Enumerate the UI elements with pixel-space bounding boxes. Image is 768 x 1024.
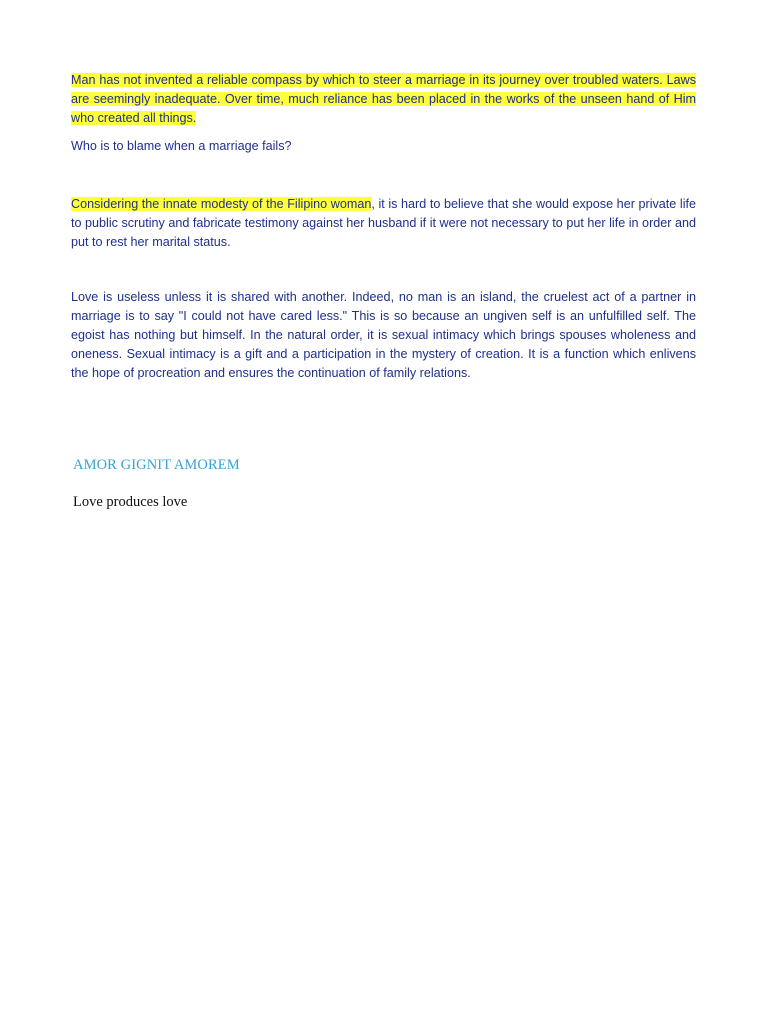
paragraph-compass — [71, 71, 696, 128]
latin-heading: AMOR GIGNIT AMOREM — [73, 457, 240, 473]
paragraph-text: Love is useless unless it is shared with another. Indeed, no man is an island, the cruelest act of a partner in marriage is to say "I could not have cared less." This is so because an ungiven self is an unfulfilled self. The egoist has nothing but himself. In the natural order, it is sexual intimacy which brings spouses wholeness and oneness. Sexual intimacy is a gift and a participation in the mystery of creation. It is a function which enlivens the hope of procreation and ensures the continuation of family relations. — [71, 290, 696, 380]
highlighted-text: Man has not invented a reliable compass by which to steer a marriage in its journey over troubled waters. Laws are seemingly inadequate. Over time, much reliance has been placed in the works of the unseen hand of Him who created all things. — [71, 73, 696, 125]
paragraph-text: Who is to blame when a marriage fails? — [71, 139, 292, 153]
paragraph-modesty — [71, 195, 696, 252]
highlighted-text: Considering the innate modesty of the Filipino woman — [71, 197, 372, 211]
paragraph-text: , it is hard to believe that she would expose her private life to public scrutiny and fabricate testimony against her husband if it were not necessary to put her life in order and put to rest her marital status. — [71, 197, 696, 249]
document-body — [71, 71, 696, 383]
paragraph-question — [71, 137, 696, 156]
translation-text: Love produces love — [73, 494, 188, 510]
paragraph-love — [71, 288, 696, 383]
